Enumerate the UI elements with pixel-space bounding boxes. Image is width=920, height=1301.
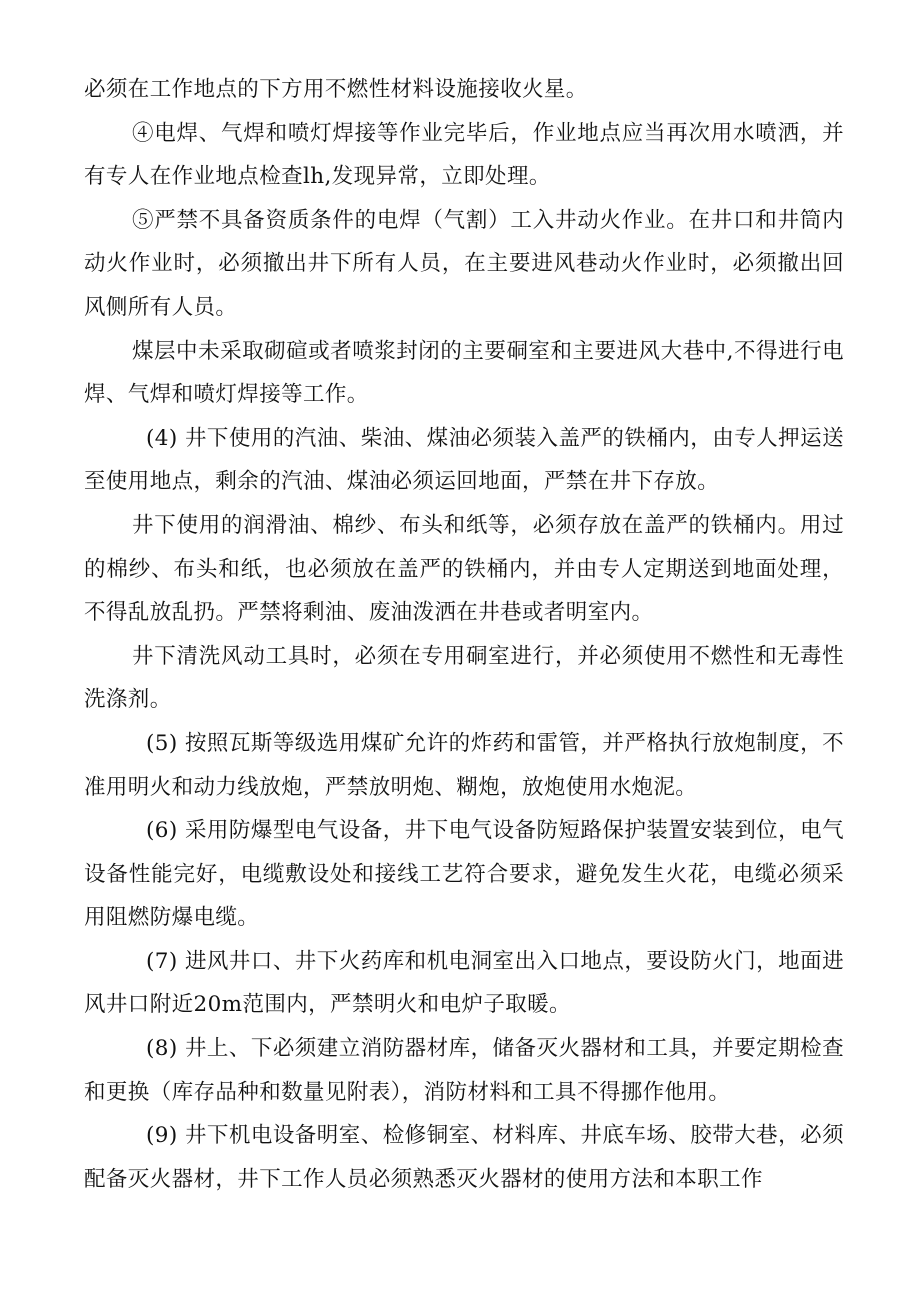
paragraph-section-8: (8) 井上、下必须建立消防器材库，储备灭火器材和工具，并要定期检查和更换（库存品种和数量见附表），消防材料和工具不得挪作他用。	[84, 1036, 844, 1105]
document-body	[84, 68, 844, 1201]
paragraph-item-4: ④电焊、气焊和喷灯焊接等作业完毕后，作业地点应当再次用水喷洒，并有专人在作业地点检查lh,发现异常，立即处理。	[84, 120, 844, 190]
paragraph-continuation: 必须在工作地点的下方用不燃性材料设施接收火星。	[84, 77, 588, 102]
paragraph-item-5: ⑤严禁不具备资质条件的电焊（气割）工入井动火作业。在井口和井筒内动火作业时，必须撤出井下所有人员，在主要进风巷动火作业时，必须撤出回风侧所有人员。	[84, 207, 844, 320]
paragraph-coal-seam: 煤层中未采取砌碹或者喷浆封闭的主要硐室和主要进风大巷中,不得进行电焊、气焊和喷灯焊接等工作。	[84, 338, 844, 408]
paragraph-lubricants: 井下使用的润滑油、棉纱、布头和纸等，必须存放在盖严的铁桶内。用过的棉纱、布头和纸，也必须放在盖严的铁桶内，并由专人定期送到地面处理，不得乱放乱扔。严禁将剩油、废油泼洒在井巷或者明室内。	[84, 512, 844, 626]
paragraph-section-6: (6) 采用防爆型电气设备，井下电气设备防短路保护装置安装到位，电气设备性能完好，电缆敷设处和接线工艺符合要求，避免发生火花，电缆必须采用阻燃防爆电缆。	[84, 818, 844, 931]
paragraph-section-5: (5) 按照瓦斯等级选用煤矿允许的炸药和雷管，并严格执行放炮制度，不准用明火和动力线放炮，严禁放明炮、糊炮，放炮使用水炮泥。	[84, 730, 844, 800]
paragraph-section-9: (9) 井下机电设备明室、检修铜室、材料库、井底车场、胶带大巷，必须配备灭火器材，井下工作人员必须熟悉灭火器材的使用方法和本职工作	[84, 1123, 844, 1192]
paragraph-section-4: (4) 井下使用的汽油、柴油、煤油必须装入盖严的铁桶内，由专人押运送至使用地点，剩余的汽油、煤油必须运回地面，严禁在井下存放。	[84, 425, 844, 495]
paragraph-cleaning-tools: 井下清洗风动工具时，必须在专用硐室进行，并必须使用不燃性和无毒性洗涤剂。	[84, 643, 844, 713]
paragraph-section-7: (7) 进风井口、井下火药库和机电洞室出入口地点，要设防火门，地面进风井口附近20m范围内，严禁明火和电炉子取暖。	[84, 948, 844, 1018]
